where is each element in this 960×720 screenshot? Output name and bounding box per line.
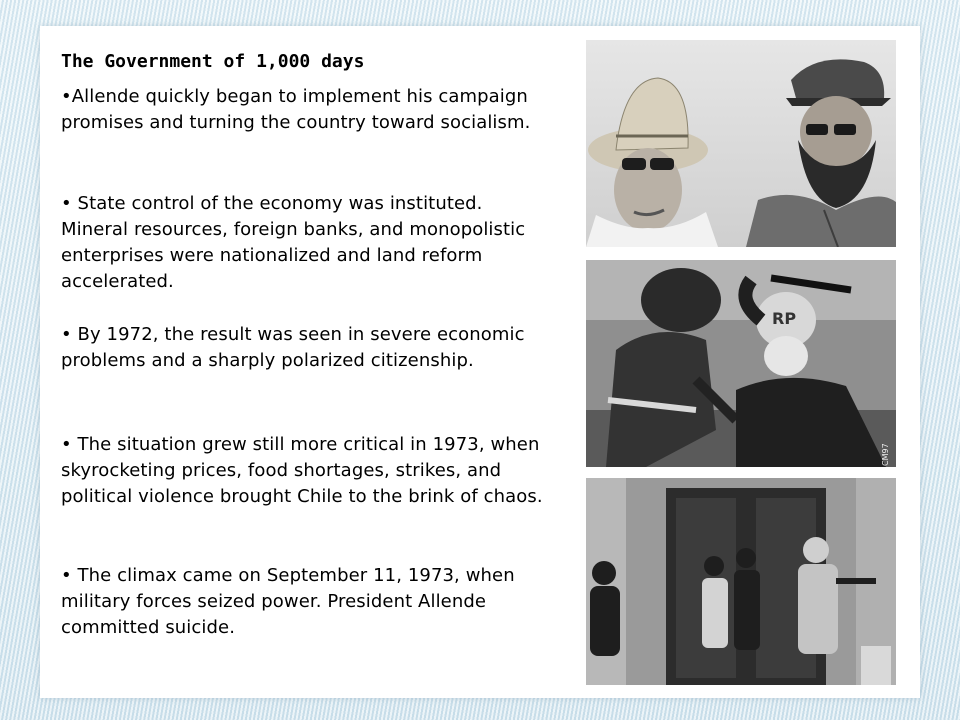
photo-credit: CM97 — [881, 443, 890, 466]
photo-allende-castro — [586, 40, 896, 247]
bullet-paragraph-2: • State control of the economy was instituted. Mineral resources, foreign banks, and monopolistic enterprises were nationalized and land reform accelerated. — [61, 193, 526, 292]
bullet-paragraph-4: • The situation grew still more critical in 1973, when skyrocketing prices, food shortages, strikes, and political violence brought Chile to the brink of chaos. — [61, 434, 543, 507]
helmet-lettering: RP — [772, 309, 797, 328]
bullet-paragraph-3: • By 1972, the result was seen in severe economic problems and a sharply polarized citizenship. — [61, 324, 525, 371]
bullet-paragraph-1: •Allende quickly began to implement his campaign promises and turning the country toward socialism. — [61, 86, 531, 133]
photo-riot-scene — [586, 260, 896, 467]
photo-la-moneda — [586, 478, 896, 685]
bullet-paragraph-5: • The climax came on September 11, 1973, when military forces seized power. President Allende committed suicide. — [61, 565, 515, 638]
slide-title: The Government of 1,000 days — [61, 51, 365, 72]
